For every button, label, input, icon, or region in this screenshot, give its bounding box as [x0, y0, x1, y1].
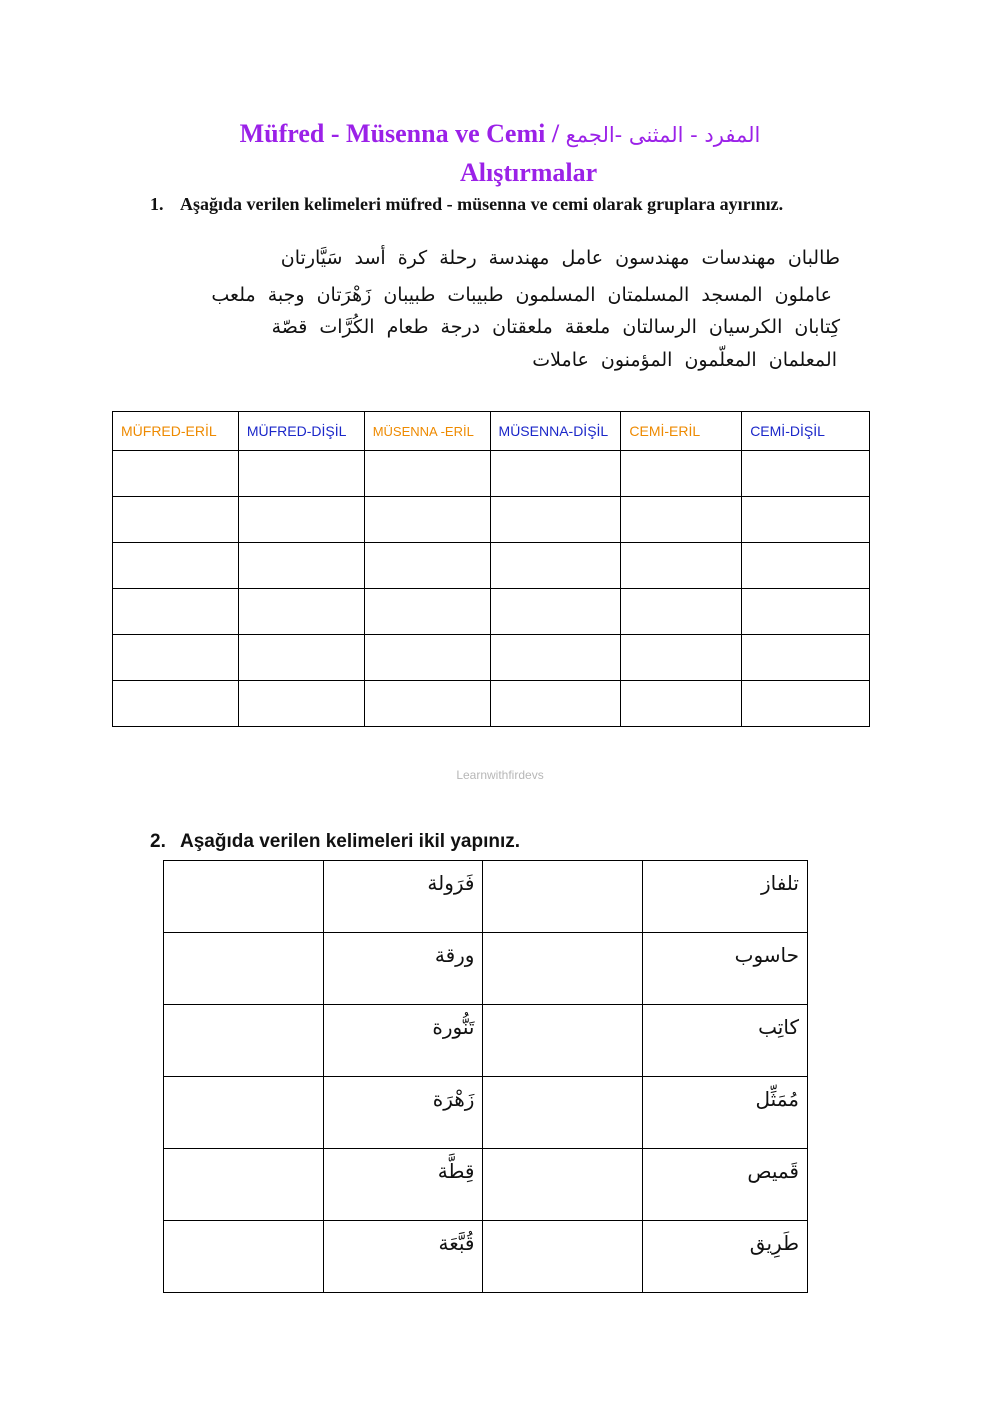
answer-cell[interactable] [490, 589, 621, 635]
header-musenna-eril: MÜSENNA -ERİL [364, 412, 490, 451]
answer-cell[interactable] [483, 861, 643, 933]
answer-cell[interactable] [621, 681, 742, 727]
table-row [164, 1149, 808, 1221]
header-mufred-disil: MÜFRED-DİŞİL [238, 412, 364, 451]
given-word: تلفاز [643, 861, 808, 933]
answer-cell[interactable] [113, 451, 239, 497]
header-musenna-disil: MÜSENNA-DİŞİL [490, 412, 621, 451]
table-row [113, 635, 870, 681]
answer-cell[interactable] [483, 1077, 643, 1149]
answer-cell[interactable] [742, 589, 870, 635]
answer-cell[interactable] [164, 1077, 324, 1149]
title-latin: Müfred - Müsenna ve Cemi / [239, 119, 560, 148]
table-row [113, 589, 870, 635]
word-line: عاملون المسجد المسلمتان المسلمون طبيبات طبيبان زَهْرَتان وجبة ملعب [211, 284, 832, 306]
question-2-number: 2. [150, 831, 166, 852]
answer-cell[interactable] [483, 1149, 643, 1221]
given-word: حاسوب [643, 933, 808, 1005]
given-word: كاتِب [643, 1005, 808, 1077]
answer-cell[interactable] [742, 543, 870, 589]
header-mufred-eril: MÜFRED-ERİL [113, 412, 239, 451]
answer-cell[interactable] [238, 681, 364, 727]
answer-cell[interactable] [483, 1005, 643, 1077]
table-row [164, 1221, 808, 1293]
answer-cell[interactable] [238, 543, 364, 589]
word-line: طالبان مهندسات مهندسون عامل مهندسة رحلة كرة أسد سَيَّارتان [280, 247, 840, 269]
answer-cell[interactable] [483, 1221, 643, 1293]
answer-cell[interactable] [113, 681, 239, 727]
given-word: زَهْرَة [323, 1077, 483, 1149]
answer-cell[interactable] [164, 1149, 324, 1221]
question-1-number: 1. [150, 194, 164, 214]
answer-cell[interactable] [113, 497, 239, 543]
classification-table [112, 411, 870, 727]
table-row [113, 543, 870, 589]
answer-cell[interactable] [742, 681, 870, 727]
answer-cell[interactable] [483, 933, 643, 1005]
dual-form-table [163, 860, 808, 1293]
table-row [164, 1005, 808, 1077]
answer-cell[interactable] [238, 497, 364, 543]
answer-cell[interactable] [490, 451, 621, 497]
header-cemi-eril: CEMİ-ERİL [621, 412, 742, 451]
given-word: فَرَولة [323, 861, 483, 933]
question-2-text: Aşağıda verilen kelimeleri ikil yapınız. [180, 831, 521, 852]
answer-cell[interactable] [238, 589, 364, 635]
answer-cell[interactable] [164, 861, 324, 933]
given-word: مُمَثِّل [643, 1077, 808, 1149]
answer-cell[interactable] [742, 451, 870, 497]
question-1-text: Aşağıda verilen kelimeleri müfred - müsenna ve cemi olarak gruplara ayırınız. [180, 194, 784, 214]
question-1 [150, 192, 783, 216]
title-arabic: المفرد - المثنى -الجمع [565, 123, 761, 147]
answer-cell[interactable] [742, 497, 870, 543]
answer-cell[interactable] [364, 589, 490, 635]
answer-cell[interactable] [164, 1221, 324, 1293]
answer-cell[interactable] [364, 635, 490, 681]
answer-cell[interactable] [238, 635, 364, 681]
answer-cell[interactable] [621, 543, 742, 589]
answer-cell[interactable] [364, 451, 490, 497]
answer-cell[interactable] [364, 497, 490, 543]
table-row [113, 681, 870, 727]
question-2 [150, 829, 520, 855]
word-line: كِتابان الكرسيان الرسالتان ملعقة ملعقتان درجة طعام الكُرَّات قصّة [271, 316, 840, 338]
answer-cell[interactable] [238, 451, 364, 497]
given-word: طَرِيق [643, 1221, 808, 1293]
answer-cell[interactable] [490, 497, 621, 543]
given-word: قُبَّعَة [323, 1221, 483, 1293]
answer-cell[interactable] [164, 933, 324, 1005]
answer-cell[interactable] [742, 635, 870, 681]
word-line: المعلمان المعلّمون المؤمنون عاملات [532, 349, 837, 371]
table-row [164, 933, 808, 1005]
answer-cell[interactable] [113, 543, 239, 589]
page-subtitle: Alıştırmalar [460, 158, 598, 187]
answer-cell[interactable] [490, 681, 621, 727]
answer-cell[interactable] [490, 635, 621, 681]
answer-cell[interactable] [164, 1005, 324, 1077]
header-cemi-disil: CEMİ-DİŞİL [742, 412, 870, 451]
answer-cell[interactable] [621, 497, 742, 543]
table-row [113, 497, 870, 543]
table-row [164, 1077, 808, 1149]
given-word: ورقة [323, 933, 483, 1005]
answer-cell[interactable] [621, 451, 742, 497]
answer-cell[interactable] [113, 635, 239, 681]
answer-cell[interactable] [621, 635, 742, 681]
answer-cell[interactable] [490, 543, 621, 589]
page-title [0, 116, 1000, 153]
table-header-row [113, 412, 870, 451]
answer-cell[interactable] [364, 543, 490, 589]
table-row [113, 451, 870, 497]
given-word: قِطَّة [323, 1149, 483, 1221]
table-row [164, 861, 808, 933]
given-word: قَميص [643, 1149, 808, 1221]
answer-cell[interactable] [113, 589, 239, 635]
given-word: تَنُّورة [323, 1005, 483, 1077]
watermark: Learnwithfirdevs [456, 768, 544, 782]
answer-cell[interactable] [621, 589, 742, 635]
answer-cell[interactable] [364, 681, 490, 727]
